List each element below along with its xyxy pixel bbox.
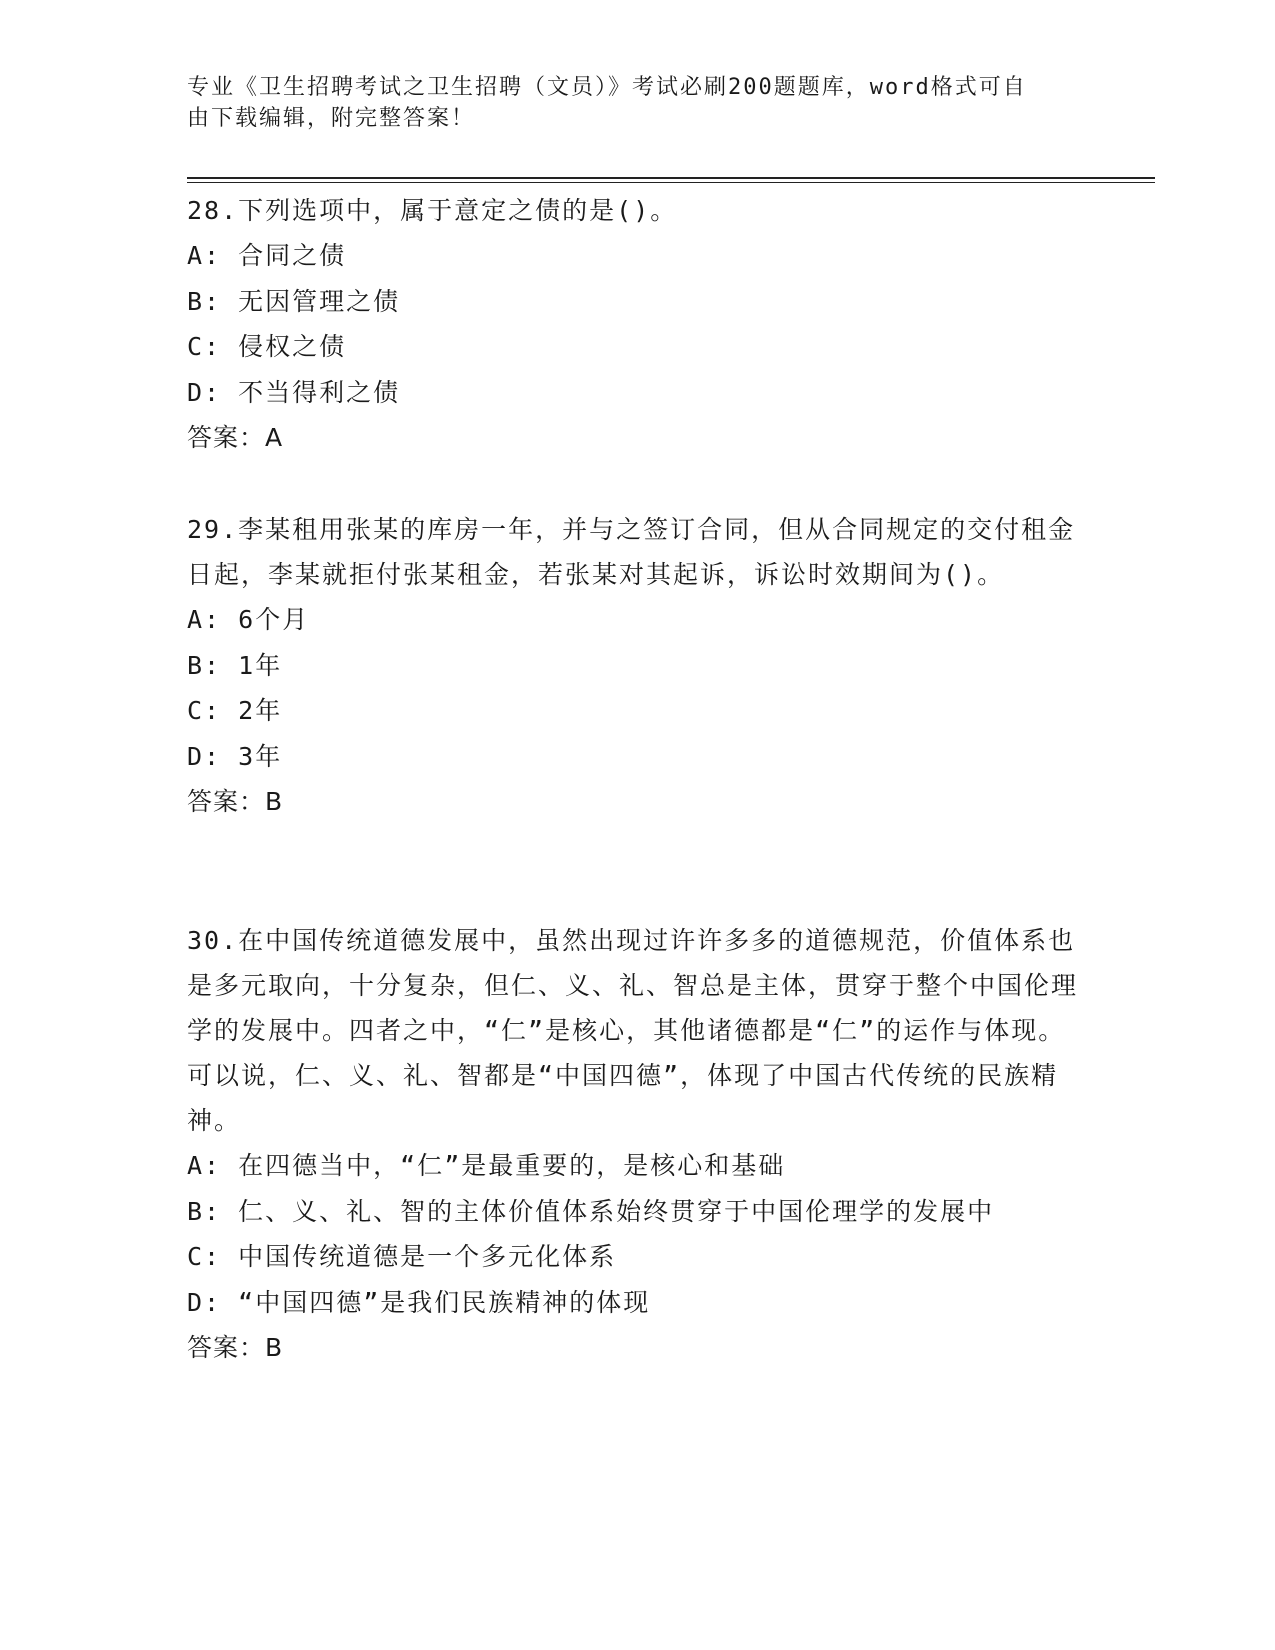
option-letter: B: (187, 286, 222, 316)
option-text: 1年 (238, 650, 283, 680)
option-text: 2年 (238, 696, 283, 725)
option-letter: D: (187, 377, 222, 407)
option-text: 合同之债 (238, 241, 347, 270)
question-stem: 30.在中国传统道德发展中，虽然出现过许许多多的道德规范，价值体系也是多元取向，十分复杂，但仁、义、礼、智总是主体，贯穿于整个中国伦理学的发展中。四者之中，“仁”是核心，其他诸德都是“仁”的运作与体现。可以说，仁、义、礼、智都是“中国四德”，体现了中国古代传统的民族精神。 (187, 926, 1079, 1135)
header-line-2: 由下载编辑，附完整答案！ (187, 106, 476, 131)
option-text: 不当得利之债 (238, 377, 401, 407)
option-c (187, 324, 1087, 370)
option-d (187, 1280, 1087, 1326)
option-b (187, 1189, 1087, 1235)
option-letter: A: (187, 1151, 222, 1180)
header-divider-thick (187, 177, 1155, 179)
option-d (187, 734, 1087, 780)
option-b (187, 643, 1087, 689)
option-d (187, 370, 1087, 416)
question-30 (187, 918, 1087, 1371)
option-letter: C: (187, 332, 222, 361)
option-letter: A: (187, 241, 222, 270)
option-letter: A: (187, 605, 222, 634)
option-text: 3年 (238, 741, 283, 771)
document-header (187, 72, 1067, 134)
header-divider-thin (187, 182, 1155, 183)
option-letter: C: (187, 696, 222, 725)
option-text: 中国传统道德是一个多元化体系 (238, 1242, 617, 1271)
option-c (187, 1234, 1087, 1280)
option-letter: B: (187, 650, 222, 680)
answer: 答案：B (187, 787, 284, 816)
question-stem: 29.李某租用张某的库房一年，并与之签订合同，但从合同规定的交付租金日起，李某就拒付张某租金，若张某对其起诉，诉讼时效期间为()。 (187, 515, 1076, 589)
option-b (187, 279, 1087, 325)
answer: 答案：A (187, 423, 284, 452)
question-28 (187, 188, 1087, 461)
option-text: 在四德当中，“仁”是最重要的，是核心和基础 (238, 1151, 786, 1180)
option-a (187, 233, 1087, 279)
option-text: 6个月 (238, 605, 310, 634)
answer: 答案：B (187, 1333, 284, 1362)
option-text: 侵权之债 (238, 332, 347, 361)
option-a (187, 1143, 1087, 1189)
question-stem: 28.下列选项中，属于意定之债的是()。 (187, 196, 678, 225)
header-line-1: 专业《卫生招聘考试之卫生招聘（文员）》考试必刷200题题库，word格式可自 (187, 75, 1027, 100)
option-a (187, 597, 1087, 643)
option-c (187, 688, 1087, 734)
option-letter: C: (187, 1242, 222, 1271)
option-text: 仁、义、礼、智的主体价值体系始终贯穿于中国伦理学的发展中 (238, 1196, 995, 1226)
option-letter: D: (187, 1287, 222, 1317)
option-text: “中国四德”是我们民族精神的体现 (238, 1287, 651, 1317)
option-letter: B: (187, 1196, 222, 1226)
question-29 (187, 507, 1087, 825)
option-text: 无因管理之债 (238, 286, 401, 316)
option-letter: D: (187, 741, 222, 771)
